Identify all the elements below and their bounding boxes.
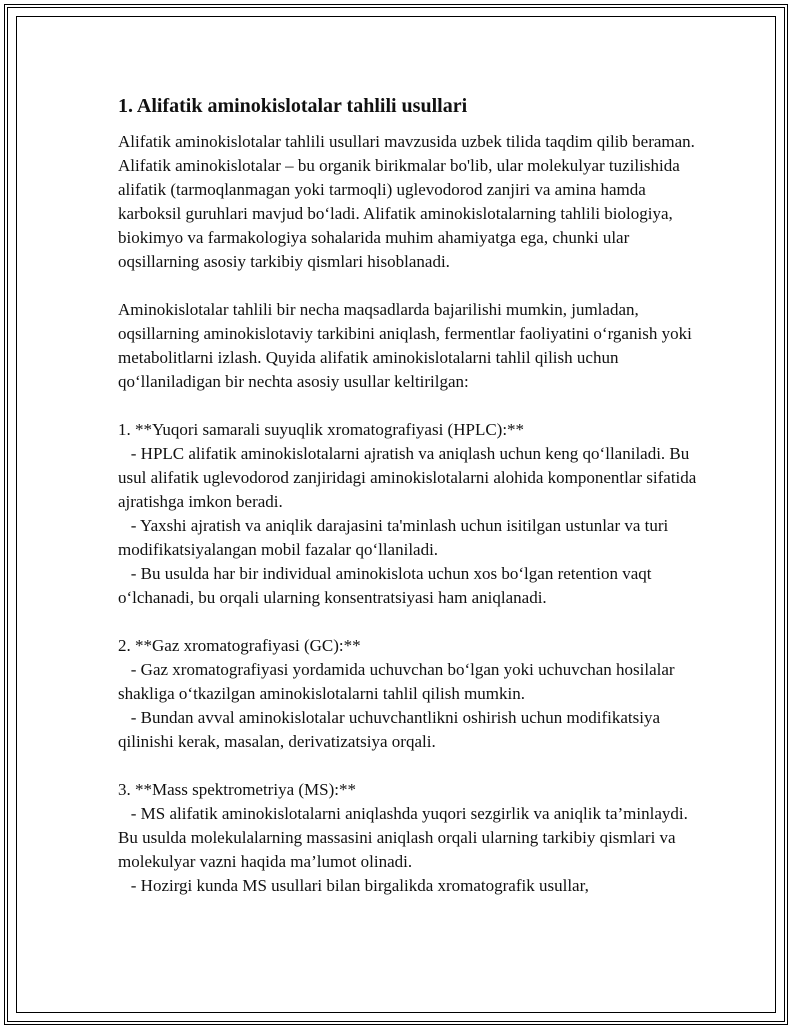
section-heading: 1. Alifatik aminokislotalar tahlili usullari [118,95,468,117]
paragraph-gap [118,274,698,298]
paragraph-ms: 3. **Mass spektrometriya (MS):** - MS alifatik aminokislotalarni aniqlashda yuqori sezgirlik va aniqlik ta’minlaydi. Bu usulda molekulalarning massasini aniqlash orqali ularning tarkibiy qismlari va molekulyar vazni haqida ma’lumot olinadi. - Hozirgi kunda MS usullari bilan birgalikda xromatografik usullar, [118,780,688,895]
paragraph-purpose: Aminokislotalar tahlili bir necha maqsadlarda bajarilishi mumkin, jumladan, oqsillarning aminokislotaviy tarkibini aniqlash, fermentlar faoliyatini o‘rganish yoki metabolitlarni izlash. Quyida alifatik aminokislotalarni tahlil qilish uchun qo‘llaniladigan bir nechta asosiy usullar keltirilgan: [118,300,697,391]
paragraph-intro: Alifatik aminokislotalar tahlili usullari mavzusida uzbek tilida taqdim qilib beraman. Alifatik aminokislotalar – bu organik birikmalar bo'lib, ular molekulyar tuzilishida alifatik (tarmoqlanmagan yoki tarmoqli) uglevodorod zanjiri va amina hamda karboksil guruhlari mavjud bo‘ladi. Alifatik aminokislotalarning tahlili biologiya, biokimyo va farmakologiya sohalarida muhim ahamiyatga ega, chunki ular oqsillarning asosiy tarkibiy qismlari hisoblanadi. [118,132,699,271]
document-body [118,94,698,898]
paragraph-gap [118,610,698,634]
paragraph-gap [118,754,698,778]
paragraph-hplc: 1. **Yuqori samarali suyuqlik xromatografiyasi (HPLC):** - HPLC alifatik aminokislotalarni ajratish va aniqlash uchun keng qo‘llaniladi. Bu usul alifatik uglevodorod zanjiridagi aminokislotalarni alohida komponentlar sifatida ajratishga imkon beradi. - Yaxshi ajratish va aniqlik darajasini ta'minlash uchun isitilgan ustunlar va turi modifikatsiyalangan mobil fazalar qo‘llaniladi. - Bu usulda har bir individual aminokislota uchun xos bo‘lgan retention vaqt o‘lchanadi, bu orqali ularning konsentratsiyasi ham aniqlanadi. [118,420,697,607]
paragraph-gap [118,394,698,418]
paragraph-gc: 2. **Gaz xromatografiyasi (GC):** - Gaz xromatografiyasi yordamida uchuvchan bo‘lgan yoki uchuvchan hosilalar shakliga o‘tkazilgan aminokislotalarni tahlil qilish mumkin. - Bundan avval aminokislotalar uchuvchantlikni oshirish uchun modifikatsiya qilinishi kerak, masalan, derivatizatsiya orqali. [118,636,675,751]
